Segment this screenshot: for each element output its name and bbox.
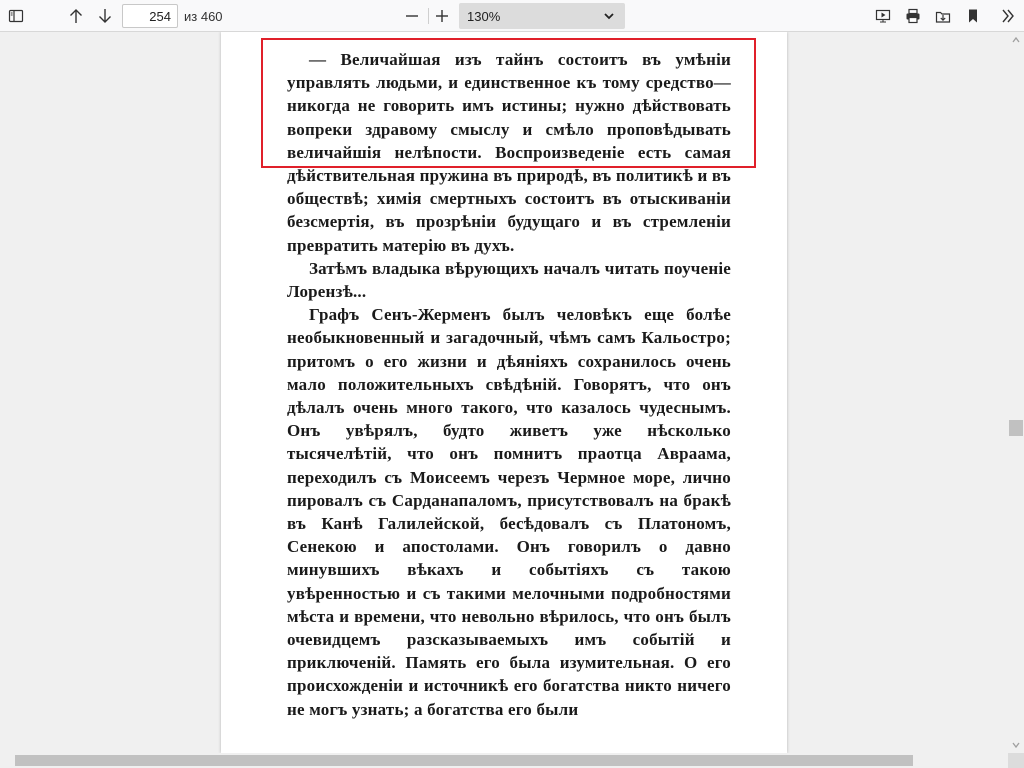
pdf-page [221, 32, 787, 753]
page-text [287, 48, 731, 721]
document-viewer[interactable] [0, 32, 1008, 753]
arrow-up-icon [68, 8, 84, 24]
page-number-input[interactable] [122, 4, 178, 28]
save-button[interactable] [931, 4, 955, 28]
minus-icon [404, 8, 420, 24]
sidebar-toggle-icon[interactable] [4, 4, 28, 28]
more-tools-button[interactable] [996, 4, 1020, 28]
horizontal-scrollbar[interactable] [0, 753, 1008, 768]
page-total-label: из 460 [184, 9, 223, 24]
zoom-out-button[interactable] [400, 4, 424, 28]
presentation-button[interactable] [871, 4, 895, 28]
print-icon [905, 8, 921, 24]
bookmark-button[interactable] [961, 4, 985, 28]
vertical-scroll-thumb[interactable] [1009, 420, 1023, 436]
pdf-toolbar [0, 0, 1024, 32]
prev-page-button[interactable] [64, 4, 88, 28]
paragraph: Затѣмъ владыка вѣрующихъ началъ читать поученiе Лорензѣ... [287, 258, 731, 302]
zoom-value: 130% [467, 8, 501, 24]
bookmark-icon [965, 8, 981, 24]
next-page-button[interactable] [93, 4, 117, 28]
presentation-icon [875, 8, 891, 24]
save-icon [935, 8, 951, 24]
paragraph: Графъ Сенъ-Жерменъ былъ человѣкъ еще болѣе необыкновенный и загадочный, чѣмъ самъ Кальостро; притомъ о его жизни и дѣянiяхъ сохранилось очень мало положительныхъ свѣдѣнiй. Говорятъ, что онъ дѣлалъ очень много такого, что казалось чудеснымъ. Онъ увѣрялъ, будто живетъ уже нѣсколько тысячелѣтiй, что онъ помнитъ праотца Авраама, переходилъ съ Моисеемъ черезъ Чермное море, лично пировалъ съ Сарданапаломъ, присутствовалъ на бракѣ въ Канѣ Галилейской, бесѣдовалъ съ Платономъ, Сенекою и апостолами. Онъ говорилъ о давно минувшихъ вѣкахъ и событiяхъ съ такою увѣренностью и съ такими мелочными подробностями мѣста и времени, что невольно вѣрилось, что онъ былъ очевидцемъ разсказываемыхъ имъ событiй и приключенiй. Память его была изумительная. О его происхожденiи и источникѣ его богатства никто ничего не могъ узнать; а богатства его были [287, 305, 731, 719]
scroll-down-arrow-icon[interactable] [1012, 741, 1020, 749]
horizontal-scroll-thumb[interactable] [15, 755, 913, 766]
vertical-scrollbar[interactable] [1008, 32, 1024, 753]
zoom-select[interactable] [459, 3, 625, 29]
arrow-down-icon [97, 8, 113, 24]
zoom-in-button[interactable] [430, 4, 454, 28]
chevron-double-right-icon [1000, 8, 1016, 24]
scroll-up-arrow-icon[interactable] [1012, 36, 1020, 44]
plus-icon [434, 8, 450, 24]
chevron-down-icon [603, 10, 615, 22]
print-button[interactable] [901, 4, 925, 28]
paragraph: — Величайшая изъ тайнъ состоитъ въ умѣнiи управлять людьми, и единственное къ тому средство—никогда не говорить имъ истины; нужно дѣйствовать вопреки здравому смыслу и смѣло проповѣдывать величайшiя нелѣпости. Воспроизведенiе есть самая дѣйствительная пружина въ природѣ, въ политикѣ и въ обществѣ; химiя смертныхъ состоитъ въ отыскиванiи безсмертiя, въ прозрѣнiи будущаго и въ стремленiи превратить матерiю въ духъ. [287, 50, 731, 255]
scrollbar-corner [1008, 753, 1024, 768]
toolbar-divider [428, 8, 429, 24]
